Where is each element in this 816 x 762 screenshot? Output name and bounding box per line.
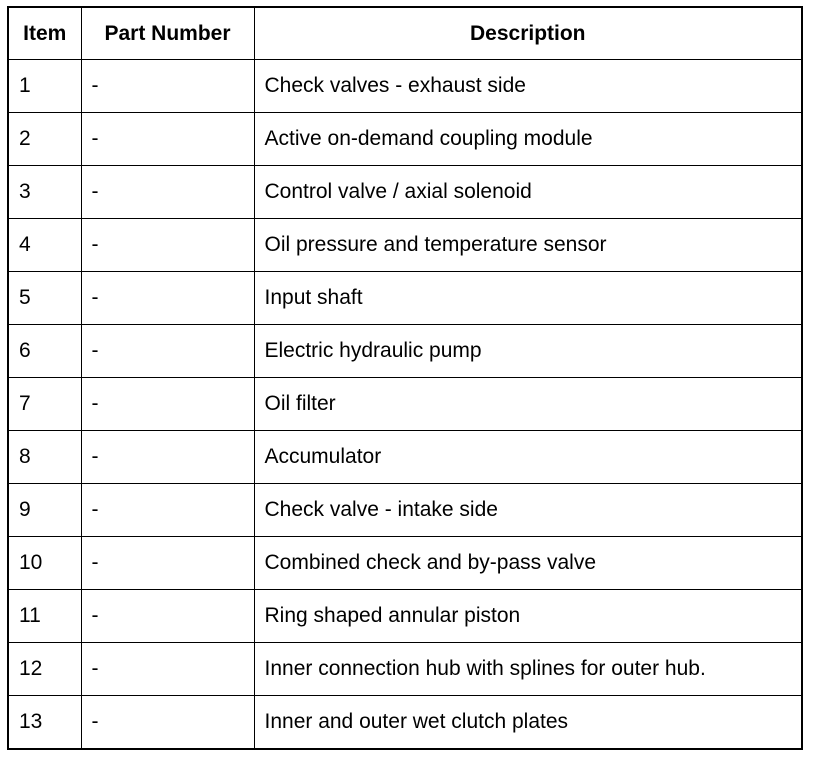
item-cell: 12 xyxy=(8,643,81,696)
header-row xyxy=(8,7,802,60)
item-cell: 8 xyxy=(8,431,81,484)
table-row xyxy=(8,113,802,166)
table-row xyxy=(8,325,802,378)
part-number-cell: - xyxy=(81,113,254,166)
table-row xyxy=(8,378,802,431)
part-number-cell: - xyxy=(81,484,254,537)
item-cell: 11 xyxy=(8,590,81,643)
description-cell: Inner and outer wet clutch plates xyxy=(254,696,802,750)
header-description: Description xyxy=(254,7,802,60)
table-row xyxy=(8,590,802,643)
description-cell: Inner connection hub with splines for outer hub. xyxy=(254,643,802,696)
description-cell: Control valve / axial solenoid xyxy=(254,166,802,219)
description-cell: Ring shaped annular piston xyxy=(254,590,802,643)
description-cell: Check valves - exhaust side xyxy=(254,60,802,113)
description-cell: Active on-demand coupling module xyxy=(254,113,802,166)
description-cell: Input shaft xyxy=(254,272,802,325)
table-row xyxy=(8,219,802,272)
parts-table xyxy=(7,6,803,750)
part-number-cell: - xyxy=(81,431,254,484)
item-cell: 5 xyxy=(8,272,81,325)
item-cell: 4 xyxy=(8,219,81,272)
part-number-cell: - xyxy=(81,272,254,325)
part-number-cell: - xyxy=(81,696,254,750)
item-cell: 9 xyxy=(8,484,81,537)
table-row xyxy=(8,484,802,537)
part-number-cell: - xyxy=(81,219,254,272)
description-cell: Accumulator xyxy=(254,431,802,484)
table-row xyxy=(8,537,802,590)
item-cell: 7 xyxy=(8,378,81,431)
part-number-cell: - xyxy=(81,166,254,219)
parts-table-body xyxy=(8,60,802,750)
table-row xyxy=(8,643,802,696)
description-cell: Oil pressure and temperature sensor xyxy=(254,219,802,272)
item-cell: 2 xyxy=(8,113,81,166)
part-number-cell: - xyxy=(81,60,254,113)
part-number-cell: - xyxy=(81,537,254,590)
part-number-cell: - xyxy=(81,378,254,431)
header-part-number: Part Number xyxy=(81,7,254,60)
item-cell: 6 xyxy=(8,325,81,378)
item-cell: 1 xyxy=(8,60,81,113)
item-cell: 3 xyxy=(8,166,81,219)
description-cell: Combined check and by-pass valve xyxy=(254,537,802,590)
table-row xyxy=(8,166,802,219)
part-number-cell: - xyxy=(81,643,254,696)
part-number-cell: - xyxy=(81,325,254,378)
part-number-cell: - xyxy=(81,590,254,643)
description-cell: Oil filter xyxy=(254,378,802,431)
item-cell: 10 xyxy=(8,537,81,590)
description-cell: Check valve - intake side xyxy=(254,484,802,537)
description-cell: Electric hydraulic pump xyxy=(254,325,802,378)
item-cell: 13 xyxy=(8,696,81,750)
parts-table-header xyxy=(8,7,802,60)
table-row xyxy=(8,431,802,484)
header-item: Item xyxy=(8,7,81,60)
table-row xyxy=(8,696,802,750)
table-row xyxy=(8,272,802,325)
table-row xyxy=(8,60,802,113)
